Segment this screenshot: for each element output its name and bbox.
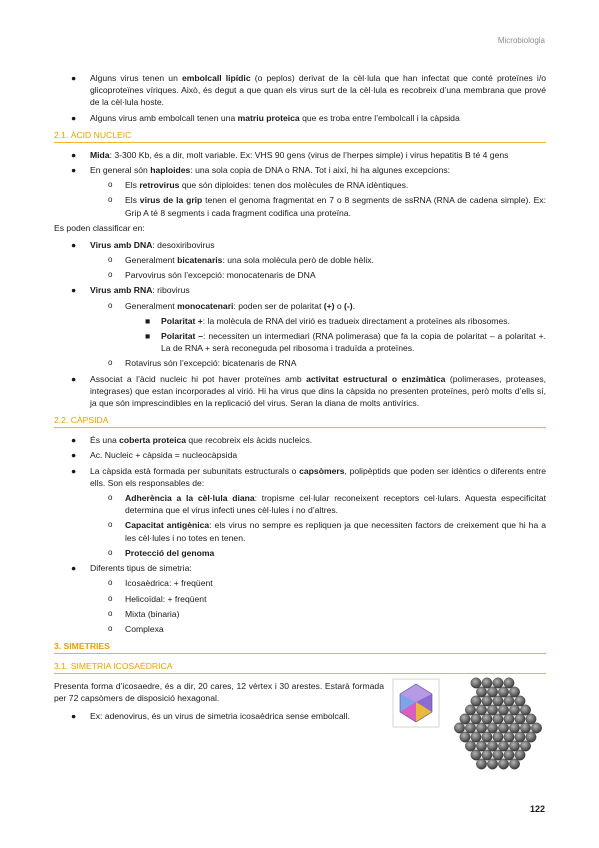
circle-bullet-icon: o xyxy=(108,578,113,588)
capsomer-sphere xyxy=(531,723,541,733)
icosahedral-list xyxy=(54,710,384,722)
list-item: ■ Polaritat +: la molècula de RNA del virió es tradueix directament a proteïnes als ribosomes. xyxy=(145,315,510,326)
running-header: Microbiologia xyxy=(497,36,545,45)
capsomer-sphere xyxy=(515,750,525,760)
capsomer-spheres xyxy=(454,678,541,769)
capsomer-sphere xyxy=(498,741,508,751)
section-heading-capsida: 2.2. CÀPSIDA xyxy=(54,414,546,428)
list-item: o Generalment bicatenaris: una sola molècula però de doble hèlix. xyxy=(108,255,374,266)
capsomer-sphere xyxy=(498,687,508,697)
bullet-icon: ● xyxy=(71,435,77,446)
list-item: o Els retrovirus que són diploides: tenen dos molècules de RNA idèntiques. xyxy=(108,180,409,191)
capsomer-sphere xyxy=(454,723,464,733)
section-heading-acid-nucleic: 2.1. ÀCID NUCLEIC xyxy=(54,129,546,143)
circle-bullet-icon: o xyxy=(108,180,113,190)
capsomer-sphere xyxy=(493,714,503,724)
capsomer-sphere xyxy=(526,714,536,724)
capsomer-sphere xyxy=(504,696,514,706)
list-item: o Els virus de la grip tenen el genoma fragmentat en 7 o 8 segments de ssRNA (RNA de cadena simple). Ex: Grip A té 8 segments i cada fragment codifica una proteïna. xyxy=(108,195,546,218)
capsomer-sphere xyxy=(498,759,508,769)
capsomer-sphere xyxy=(515,732,525,742)
list-item: o Rotavirus són l’excepció: bicatenaris de RNA xyxy=(108,358,297,369)
section-heading-simetries: 3. SIMETRIES xyxy=(54,640,546,654)
list-item: o Mixta (binaria) xyxy=(108,608,180,619)
list-item: o Parvovirus són l’excepció: monocatenaris de DNA xyxy=(108,270,316,281)
circle-bullet-icon: o xyxy=(108,520,113,530)
list-item: ● Virus amb RNA: ribovirus xyxy=(71,285,190,296)
capsomer-sphere xyxy=(509,687,519,697)
capsomer-sphere xyxy=(504,714,514,724)
list-item: ● Ex: adenovirus, és un virus de simetria icosaèdrica sense embolcall. xyxy=(71,711,350,722)
capsomer-model-figure xyxy=(450,676,544,772)
section-heading-simetria-icosaedrica: 3.1. SIMETRIA ICOSAÈDRICA xyxy=(54,660,546,674)
capsomer-sphere xyxy=(476,741,486,751)
capsomer-sphere xyxy=(476,705,486,715)
circle-bullet-icon: o xyxy=(108,195,113,205)
capsomer-sphere xyxy=(498,723,508,733)
list-item: ● En general són haploides: una sola copia de DNA o RNA. Tot i així, hi ha algunes excepcions: xyxy=(71,165,451,176)
bullet-icon: ● xyxy=(71,112,77,123)
list-item: ■ Polaritat –: necessiten un intermediari (RNA polimerasa) que fa la copia de polaritat – a polaritat +. La de RNA + serà reconeguda pel ribosoma i traduïda a proteïnes. xyxy=(145,331,546,354)
capsomer-sphere xyxy=(520,723,530,733)
circle-bullet-icon: o xyxy=(108,270,113,280)
bullet-icon: ● xyxy=(71,239,77,250)
circle-bullet-icon: o xyxy=(108,358,113,368)
list-item: o Icosaèdrica: + freqüent xyxy=(108,578,213,589)
capsomer-sphere xyxy=(471,732,481,742)
list-item: ● La càpsida està formada per subunitats estructurals o capsòmers, polipèptids que poden ser idèntics o diferents entre ells. Son els responsables de: xyxy=(71,465,547,488)
capsomer-sphere xyxy=(476,687,486,697)
classification-list xyxy=(54,239,546,409)
icosahedral-paragraph: Presenta forma d’icosaedre, és a dir, 20 cares, 12 vèrtex i 30 arestes. Estarà formada per 72 capsòmers de disposició hexagonal. xyxy=(54,681,384,704)
capsomer-sphere xyxy=(482,714,492,724)
classify-paragraph: Es poden classificar en: xyxy=(54,222,145,233)
bullet-icon: ● xyxy=(71,149,77,160)
capsomer-sphere xyxy=(504,678,514,688)
list-item: o Adherència a la cèl·lula diana: tropisme cel·lular reconeixent receptors cel·lulars. Aquesta especificitat determina que el virus infecti unes cèl·lules i no d’altres. xyxy=(108,493,546,516)
bullet-icon: ● xyxy=(71,285,77,296)
capsomer-sphere xyxy=(509,705,519,715)
list-item: ● És una coberta proteica que recobreix els àcids nucleics. xyxy=(71,435,313,446)
capsomer-sphere xyxy=(465,723,475,733)
list-item: o Capacitat antigènica: els virus no sempre es repliquen ja que necessiten factors de creixement que hi ha a les cèl·lules i no totes en tenen. xyxy=(108,520,546,543)
capsomer-sphere xyxy=(471,696,481,706)
capsomer-sphere xyxy=(460,732,470,742)
capsida-list xyxy=(54,434,546,635)
document-body xyxy=(54,72,546,725)
capsomer-sphere xyxy=(476,759,486,769)
bullet-icon: ● xyxy=(71,711,77,722)
capsomer-sphere xyxy=(493,678,503,688)
list-item: ● Alguns virus tenen un embolcall lipídic (o peplos) derivat de la cèl·lula que han infectat que conté proteïnes i/o glicoproteïnes víriques. Això, és degut a que quan els virus surt de la cèl·lula es recobreix d’una membrana que prové de la cèl·lula hoste. xyxy=(71,73,546,108)
circle-bullet-icon: o xyxy=(108,608,113,618)
capsomer-sphere xyxy=(520,705,530,715)
capsomer-sphere xyxy=(487,723,497,733)
circle-bullet-icon: o xyxy=(108,547,113,557)
capsomer-sphere xyxy=(504,750,514,760)
capsomer-sphere xyxy=(504,732,514,742)
intro-list xyxy=(54,72,546,124)
square-bullet-icon: ■ xyxy=(145,331,151,342)
capsomer-sphere xyxy=(498,705,508,715)
circle-bullet-icon: o xyxy=(108,623,113,633)
capsomer-sphere xyxy=(487,705,497,715)
square-bullet-icon: ■ xyxy=(145,315,151,326)
list-item: ● Diferents tipus de simetria: xyxy=(71,563,192,574)
bullet-icon: ● xyxy=(71,563,77,574)
bullet-icon: ● xyxy=(71,450,77,461)
capsomer-sphere xyxy=(465,741,475,751)
capsomer-sphere xyxy=(476,723,486,733)
capsomer-sphere xyxy=(493,696,503,706)
circle-bullet-icon: o xyxy=(108,493,113,503)
capsomer-sphere xyxy=(482,750,492,760)
list-item: ● Mida: 3-300 Kb, és a dir, molt variable. Ex: VHS 90 gens (virus de l’herpes simple) i virus hepatitis B té 4 gens xyxy=(71,149,509,160)
capsomer-sphere xyxy=(526,732,536,742)
capsomer-sphere xyxy=(487,759,497,769)
capsomer-sphere xyxy=(520,741,530,751)
capsomer-sphere xyxy=(509,723,519,733)
capsomer-sphere xyxy=(471,750,481,760)
capsomer-sphere xyxy=(493,750,503,760)
capsomer-sphere xyxy=(509,759,519,769)
capsomer-sphere xyxy=(487,687,497,697)
capsomer-sphere xyxy=(471,714,481,724)
bullet-icon: ● xyxy=(71,465,77,476)
capsomer-sphere xyxy=(515,714,525,724)
list-item: o Complexa xyxy=(108,623,164,634)
list-item: o Protecció del genoma xyxy=(108,547,215,558)
capsomer-sphere xyxy=(487,741,497,751)
capsomer-sphere xyxy=(482,732,492,742)
list-item: ● Virus amb DNA: desoxiribovirus xyxy=(71,239,215,250)
list-item: ● Ac. Nucleic + càpsida = nucleocàpsida xyxy=(71,450,238,461)
acid-list xyxy=(54,149,546,219)
list-item: ● Alguns virus amb embolcall tenen una matriu proteica que es troba entre l’embolcall i la càpsida xyxy=(71,112,460,123)
capsomer-sphere xyxy=(471,678,481,688)
circle-bullet-icon: o xyxy=(108,593,113,603)
page-number: 122 xyxy=(530,804,546,814)
capsomer-sphere xyxy=(460,714,470,724)
bullet-icon: ● xyxy=(71,373,77,384)
list-item: ● Associat a l’àcid nucleic hi pot haver proteïnes amb activitat estructural o enzimàtica (polimerases, proteases, integrases) que estan incorporades al virió. Hi ha virus que dins la càpsida no presenten proteïnes, però molts d’ells sí, ja que són imprescindibles en la replicació del virus. Seran la diana de molts antivírics. xyxy=(71,373,547,409)
icosahedral-block xyxy=(54,680,546,722)
capsomer-sphere xyxy=(509,741,519,751)
capsomer-sphere xyxy=(493,732,503,742)
list-item: o Helicoïdal: + freqüent xyxy=(108,593,207,604)
icosahedron-figure xyxy=(392,678,440,728)
capsomer-sphere xyxy=(482,678,492,688)
bullet-icon: ● xyxy=(71,73,77,83)
capsomer-sphere xyxy=(482,696,492,706)
capsomer-sphere xyxy=(515,696,525,706)
bullet-icon: ● xyxy=(71,165,77,176)
capsomer-sphere xyxy=(465,705,475,715)
circle-bullet-icon: o xyxy=(108,255,113,265)
list-item: o Generalment monocatenari: poden ser de polaritat (+) o (-). xyxy=(108,300,356,311)
circle-bullet-icon: o xyxy=(108,300,113,310)
